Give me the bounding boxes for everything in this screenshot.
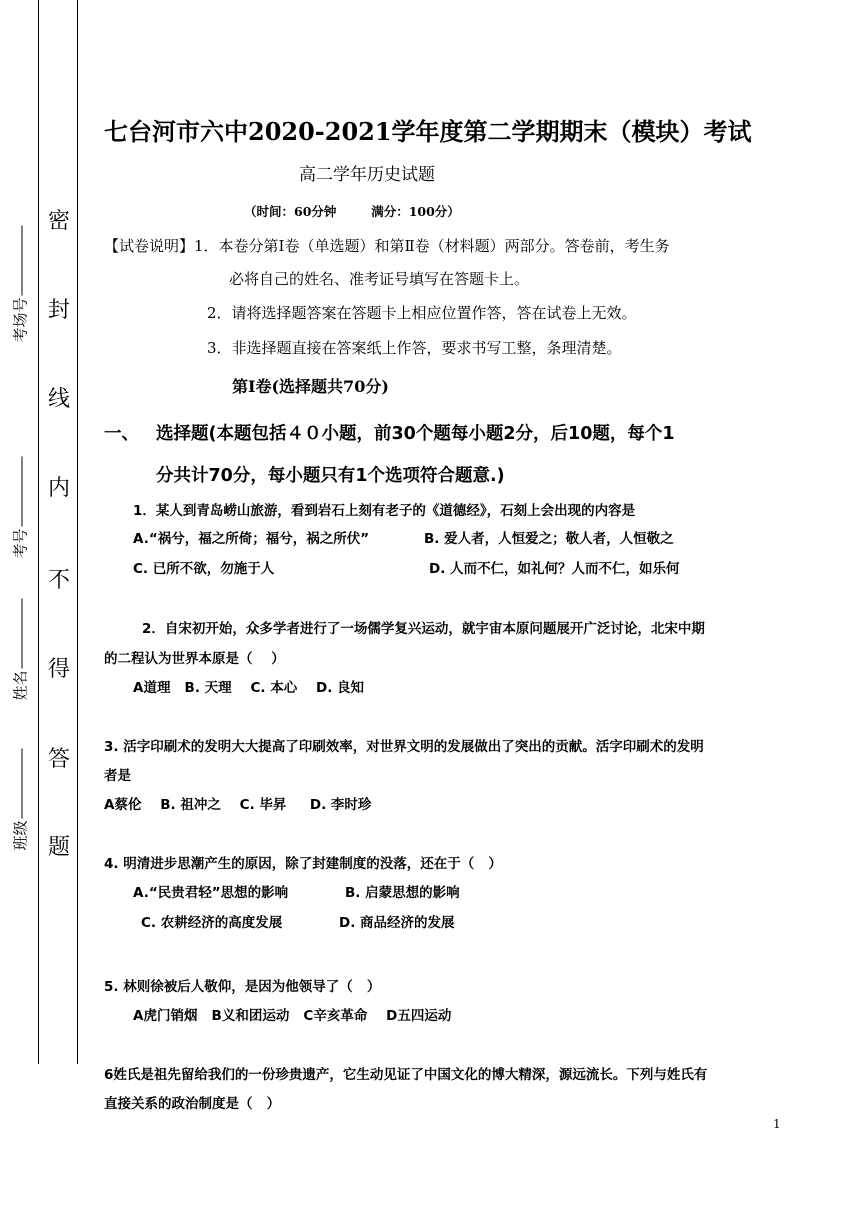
field-label: 姓名 [11, 670, 30, 701]
exam-title: 七台河市六中2020-2021学年度第二学期期末（模块）考试 [104, 117, 752, 146]
exam-room-field[interactable] [10, 203, 31, 343]
question-option: D. 人而不仁，如礼何？人而不仁，如乐何 [429, 561, 680, 577]
seal-char: 答 [48, 747, 71, 772]
question-option: A.“祸兮，福之所倚；福兮，祸之所伏” [133, 531, 370, 547]
question-stem: 2．自宋初开始，众多学者进行了一场儒学复兴运动，就宇宙本原问题展开广泛讨论，北宋中期 [142, 621, 705, 637]
field-label: 考号 [11, 528, 30, 559]
instructions-item-3: 3．非选择题直接在答案纸上作答，要求书写工整，条理清楚。 [207, 339, 622, 357]
part1-heading: 第Ⅰ卷(选择题共70分) [232, 377, 389, 396]
question-option: C. 已所不欲，勿施于人 [133, 561, 275, 577]
question-stem: 4. 明清进步思潮产生的原因，除了封建制度的没落，还在于（ ） [104, 856, 502, 872]
seal-char: 内 [48, 476, 71, 501]
question-stem: 3. 活字印刷术的发明大大提高了印刷效率，对世界文明的发展做出了突出的贡献。活字印刷术的发明 [104, 739, 704, 755]
seal-char: 不 [48, 568, 71, 593]
instructions-lead-cont: 必将自己的姓名、准考证号填写在答题卡上。 [229, 270, 530, 288]
question-stem-cont: 直接关系的政治制度是（ ） [104, 1096, 281, 1112]
question-stem-cont: 的二程认为世界本原是（ ） [104, 651, 285, 667]
question-stem: 5. 林则徐被后人敬仰，是因为他领导了（ ） [104, 979, 381, 995]
seal-char: 得 [48, 657, 71, 682]
instructions-lead: 【试卷说明】1．本卷分第Ⅰ卷（单选题）和第Ⅱ卷（材料题）两部分。答卷前，考生务 [104, 237, 670, 255]
question-stem: 6姓氏是祖先留给我们的一份珍贵遗产，它生动见证了中国文化的博大精深，源远流长。下列与姓氏有 [104, 1067, 708, 1083]
margin-line-outer [38, 0, 39, 1064]
section-number: 一、 [104, 424, 139, 444]
seal-char: 密 [48, 209, 71, 234]
seal-char: 封 [48, 298, 71, 323]
section-description-cont: 分共计70分，每小题只有1个选项符合题意.) [156, 466, 505, 486]
question-option: B. 爱人者，人恒爱之；敬人者，人恒敬之 [424, 531, 674, 547]
question-stem: 1．某人到青岛崂山旅游，看到岩石上刻有老子的《道德经》，石刻上会出现的内容是 [133, 503, 636, 519]
exam-meta: （时间：60分钟 满分：100分） [244, 204, 460, 219]
name-field[interactable] [10, 561, 31, 701]
exam-number-field[interactable] [10, 419, 31, 559]
question-option: B. 启蒙思想的影响 [345, 885, 460, 901]
question-options: A虎门销烟 B义和团运动 C辛亥革命 D五四运动 [133, 1008, 452, 1024]
section-description: 选择题(本题包括４０小题，前30个题每小题2分，后10题，每个1 [156, 424, 675, 444]
question-option: A.“民贵君轻”思想的影响 [133, 885, 289, 901]
margin-line-inner [77, 0, 78, 1064]
question-stem-cont: 者是 [104, 768, 131, 784]
question-option: C. 农耕经济的高度发展 [141, 915, 283, 931]
field-label: 班级 [11, 820, 30, 851]
class-field[interactable] [10, 711, 31, 851]
exam-subtitle: 高二学年历史试题 [299, 165, 435, 185]
question-option: D. 商品经济的发展 [339, 915, 455, 931]
page-number: 1 [773, 1117, 781, 1131]
instructions-item-2: 2．请将选择题答案在答题卡上相应位置作答，答在试卷上无效。 [207, 304, 637, 322]
question-options: A道理 B. 天理 C. 本心 D. 良知 [133, 680, 365, 696]
question-options: A蔡伦 B. 祖冲之 C. 毕昇 D. 李时珍 [104, 797, 372, 813]
field-label: 考场号 [11, 297, 30, 343]
seal-char: 题 [48, 835, 71, 860]
seal-char: 线 [48, 387, 71, 412]
